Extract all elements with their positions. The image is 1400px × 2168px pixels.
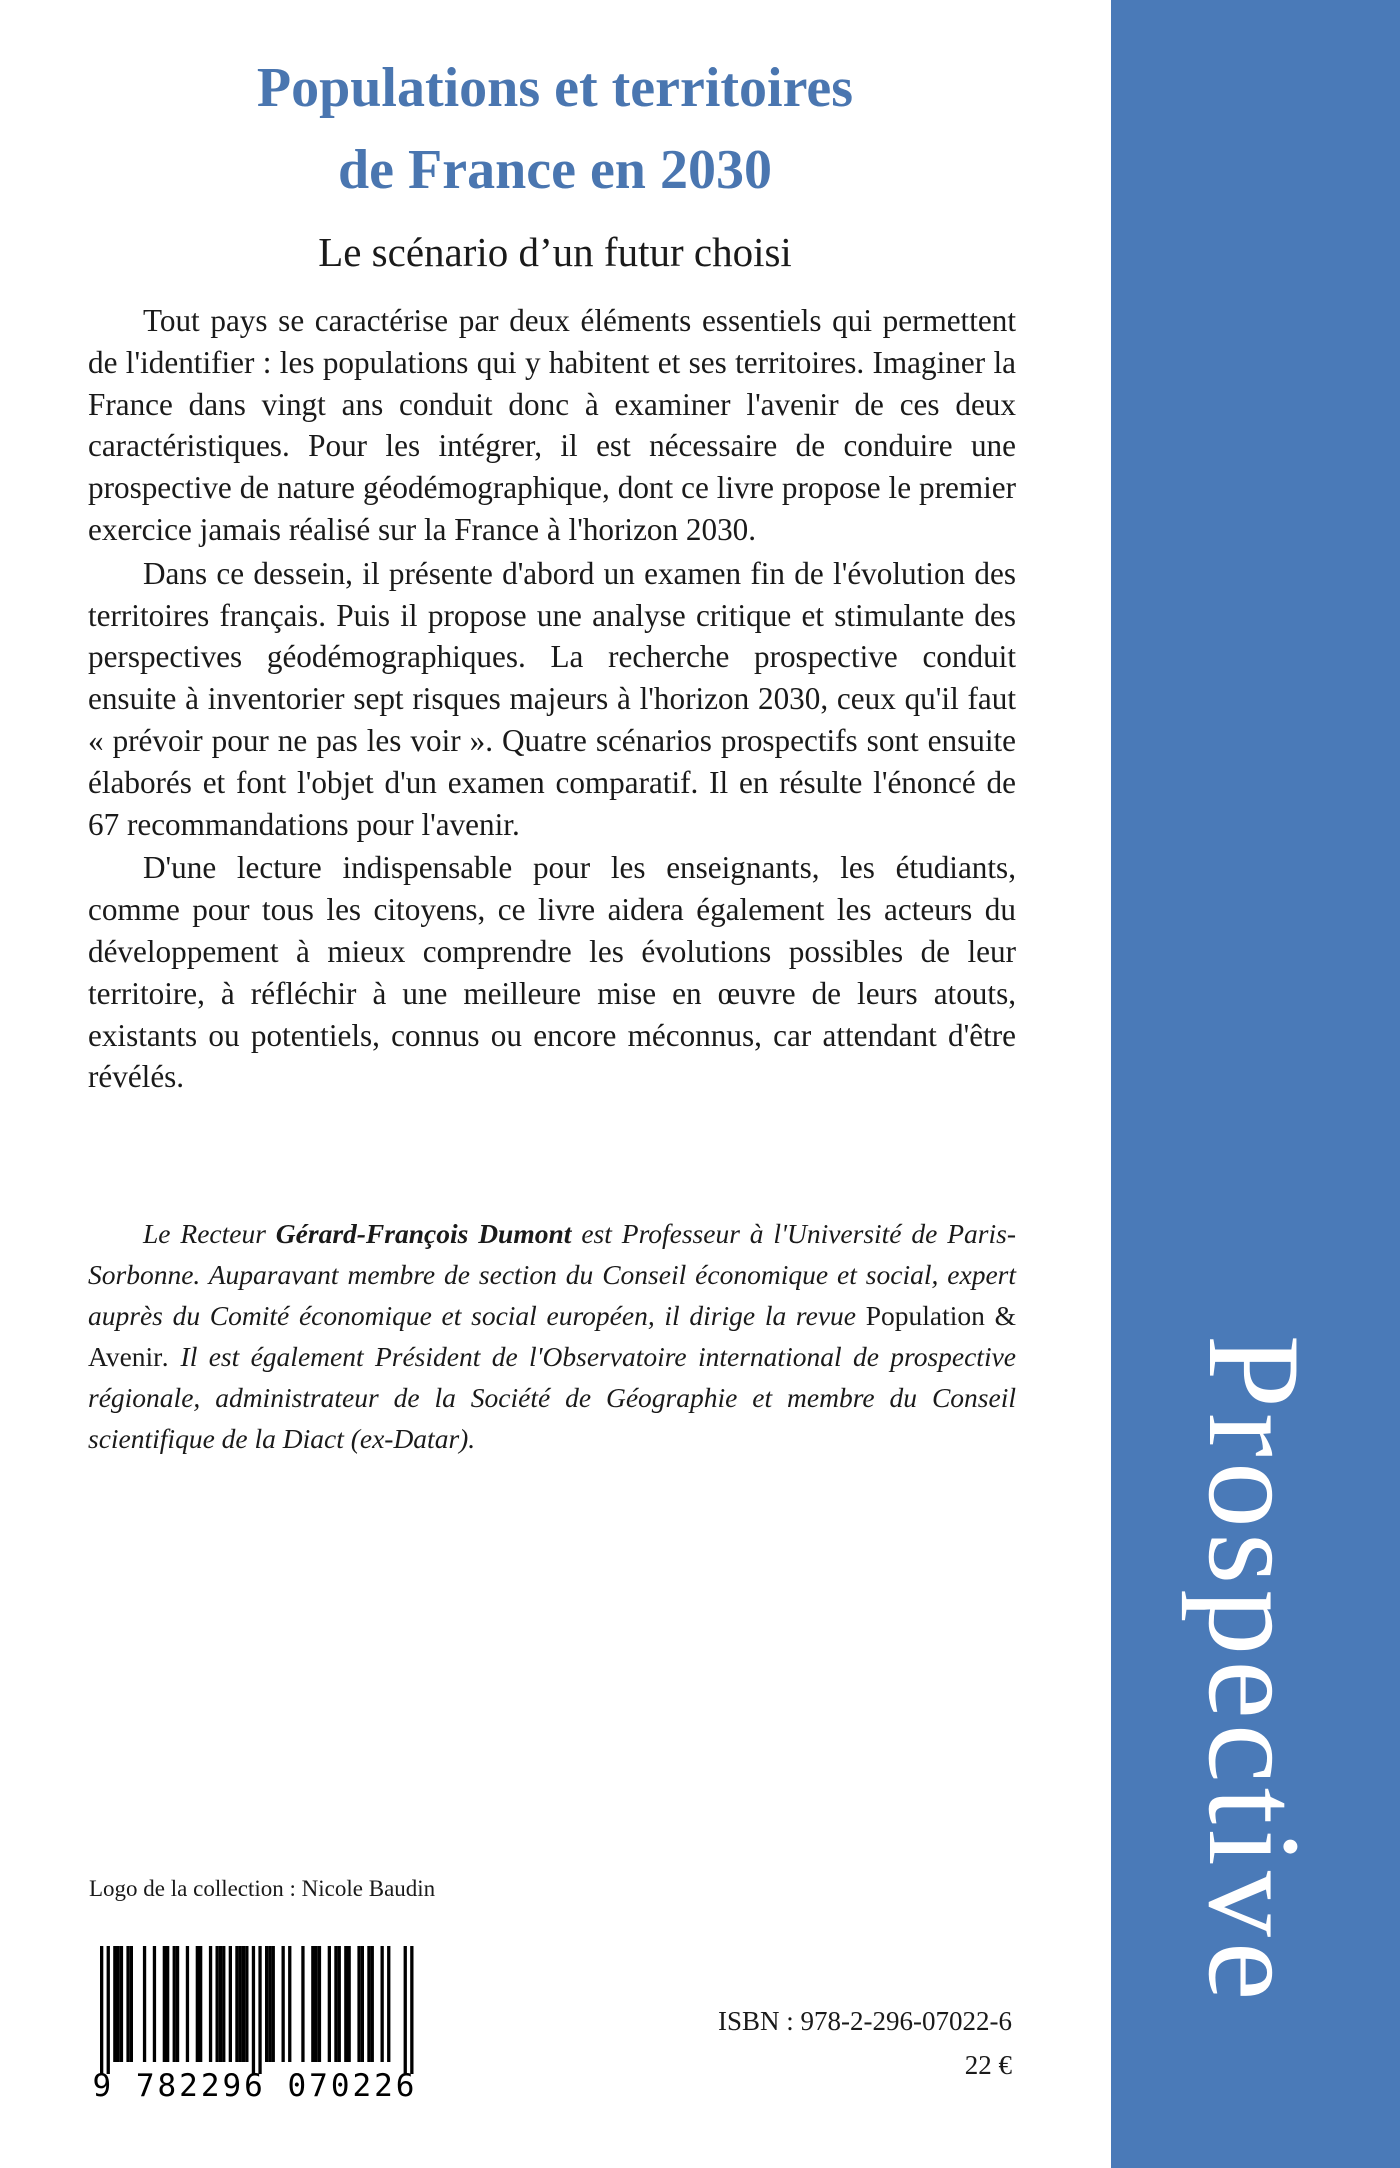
barcode-bar bbox=[268, 1946, 271, 2062]
barcode-bar bbox=[357, 1946, 360, 2062]
barcode-bar bbox=[367, 1946, 370, 2062]
barcode-bar bbox=[196, 1946, 199, 2062]
barcode-bar bbox=[348, 1946, 351, 2062]
author-bio-paragraph bbox=[88, 1213, 1016, 1459]
barcode-bar bbox=[282, 1946, 285, 2062]
bio-text: est Professeur à l'Université de Paris-Sorbonne. Auparavant membre de section du Conseil économique et social, expert auprès du Comité économique et social européen, il dirige la revue bbox=[88, 1218, 1016, 1331]
isbn: ISBN : 978-2-296-07022-6 bbox=[718, 2006, 1012, 2036]
bio-text: . Il est également Président de l'Observatoire international de prospective régionale, administrateur de la Société de Géographie et membre du Conseil scientifique de la Diact (ex-Datar). bbox=[88, 1341, 1016, 1454]
barcode-bar bbox=[387, 1946, 390, 2062]
barcode-bar bbox=[219, 1946, 222, 2062]
blurb-paragraph: Dans ce dessein, il présente d'abord un examen fin de l'évolution des territoires français. Puis il propose une analyse critique et stimulante des perspectives géodémographiques. La recherche prospective conduit ensuite à inventorier sept risques majeurs à l'horizon 2030, ceux qu'il faut « prévoir pour ne pas les voir ». Quatre scénarios prospectifs sont ensuite élaborés et font l'objet d'un examen comparatif. Il en résulte l'énoncé de 67 recommandations pour l'avenir. bbox=[88, 555, 1016, 842]
barcode-bar bbox=[338, 1946, 341, 2062]
barcode-bar bbox=[235, 1946, 238, 2062]
barcode-bar bbox=[311, 1946, 314, 2062]
barcode-bar bbox=[361, 1946, 364, 2062]
barcode-bar bbox=[410, 1946, 413, 2074]
journal-name: Population & Avenir bbox=[88, 1300, 1016, 1372]
logo-credit: Logo de la collection : Nicole Baudin bbox=[89, 1876, 436, 1901]
barcode-bar bbox=[252, 1946, 255, 2074]
barcode-bar bbox=[265, 1946, 268, 2062]
book-title-line-2: de France en 2030 bbox=[338, 139, 772, 201]
book-title-line-1: Populations et territoires bbox=[256, 57, 854, 119]
barcode-bar bbox=[176, 1946, 179, 2062]
barcode-bar bbox=[113, 1946, 116, 2062]
barcode-bar bbox=[186, 1946, 189, 2062]
barcode-bar bbox=[334, 1946, 337, 2062]
barcode-bar bbox=[239, 1946, 242, 2062]
barcode-bar bbox=[381, 1946, 384, 2062]
barcode-bar bbox=[100, 1946, 103, 2074]
barcode-bar bbox=[229, 1946, 232, 2062]
barcode bbox=[80, 1940, 430, 2100]
book-subtitle: Le scénario d’un futur choisi bbox=[318, 229, 792, 275]
barcode-digits: 9 782296 070226 bbox=[92, 2068, 418, 2100]
barcode-bar bbox=[117, 1946, 120, 2062]
blurb-paragraph: D'une lecture indispensable pour les enseignants, les étudiants, comme pour tous les citoyens, ce livre aidera également les acteurs du développement à mieux comprendre les évolutions possibles de leur territoire, à réfléchir à une meilleure mise en œuvre de leurs atouts, existants ou potentiels, connus ou encore méconnus, car attendant d'être révélés. bbox=[88, 850, 1016, 1095]
barcode-bar bbox=[166, 1946, 169, 2062]
author-bio bbox=[88, 1213, 1016, 1459]
barcode-bar bbox=[126, 1946, 129, 2062]
collection-name: Prospective bbox=[1181, 1334, 1328, 2006]
blurb bbox=[88, 300, 1016, 1100]
author-name: Gérard-François Dumont bbox=[275, 1218, 572, 1249]
barcode-bar bbox=[404, 1946, 407, 2074]
barcode-bar bbox=[143, 1946, 146, 2062]
barcode-bar bbox=[344, 1946, 347, 2062]
barcode-bar bbox=[328, 1946, 331, 2062]
barcode-bar bbox=[120, 1946, 123, 2062]
barcode-bar bbox=[173, 1946, 176, 2062]
barcode-bar bbox=[301, 1946, 304, 2062]
barcode-bar bbox=[199, 1946, 202, 2062]
barcode-bar bbox=[371, 1946, 374, 2062]
barcode-bar bbox=[209, 1946, 212, 2062]
barcode-bar bbox=[153, 1946, 156, 2062]
barcode-bar bbox=[216, 1946, 219, 2062]
barcode-bar bbox=[272, 1946, 275, 2062]
barcode-bar bbox=[288, 1946, 291, 2062]
barcode-bar bbox=[222, 1946, 225, 2062]
barcode-bar bbox=[107, 1946, 110, 2074]
price: 22 € bbox=[964, 2050, 1012, 2080]
barcode-bar bbox=[315, 1946, 318, 2062]
barcode-bar bbox=[163, 1946, 166, 2062]
bio-text: Le Recteur bbox=[143, 1218, 276, 1249]
blurb-paragraph: Tout pays se caractérise par deux éléments essentiels qui permettent de l'identifier : les populations qui y habitent et ses territoires. Imaginer la France dans vingt ans conduit donc à examiner l'avenir de ces deux caractéristiques. Pour les intégrer, il est nécessaire de conduire une prospective de nature géodémographique, dont ce livre propose le premier exercice jamais réalisé sur la France à l'horizon 2030. bbox=[88, 303, 1016, 547]
barcode-bar bbox=[258, 1946, 261, 2074]
barcode-bar bbox=[130, 1946, 133, 2062]
barcode-bar bbox=[245, 1946, 248, 2062]
barcode-bar bbox=[242, 1946, 245, 2062]
barcode-bar bbox=[318, 1946, 321, 2062]
